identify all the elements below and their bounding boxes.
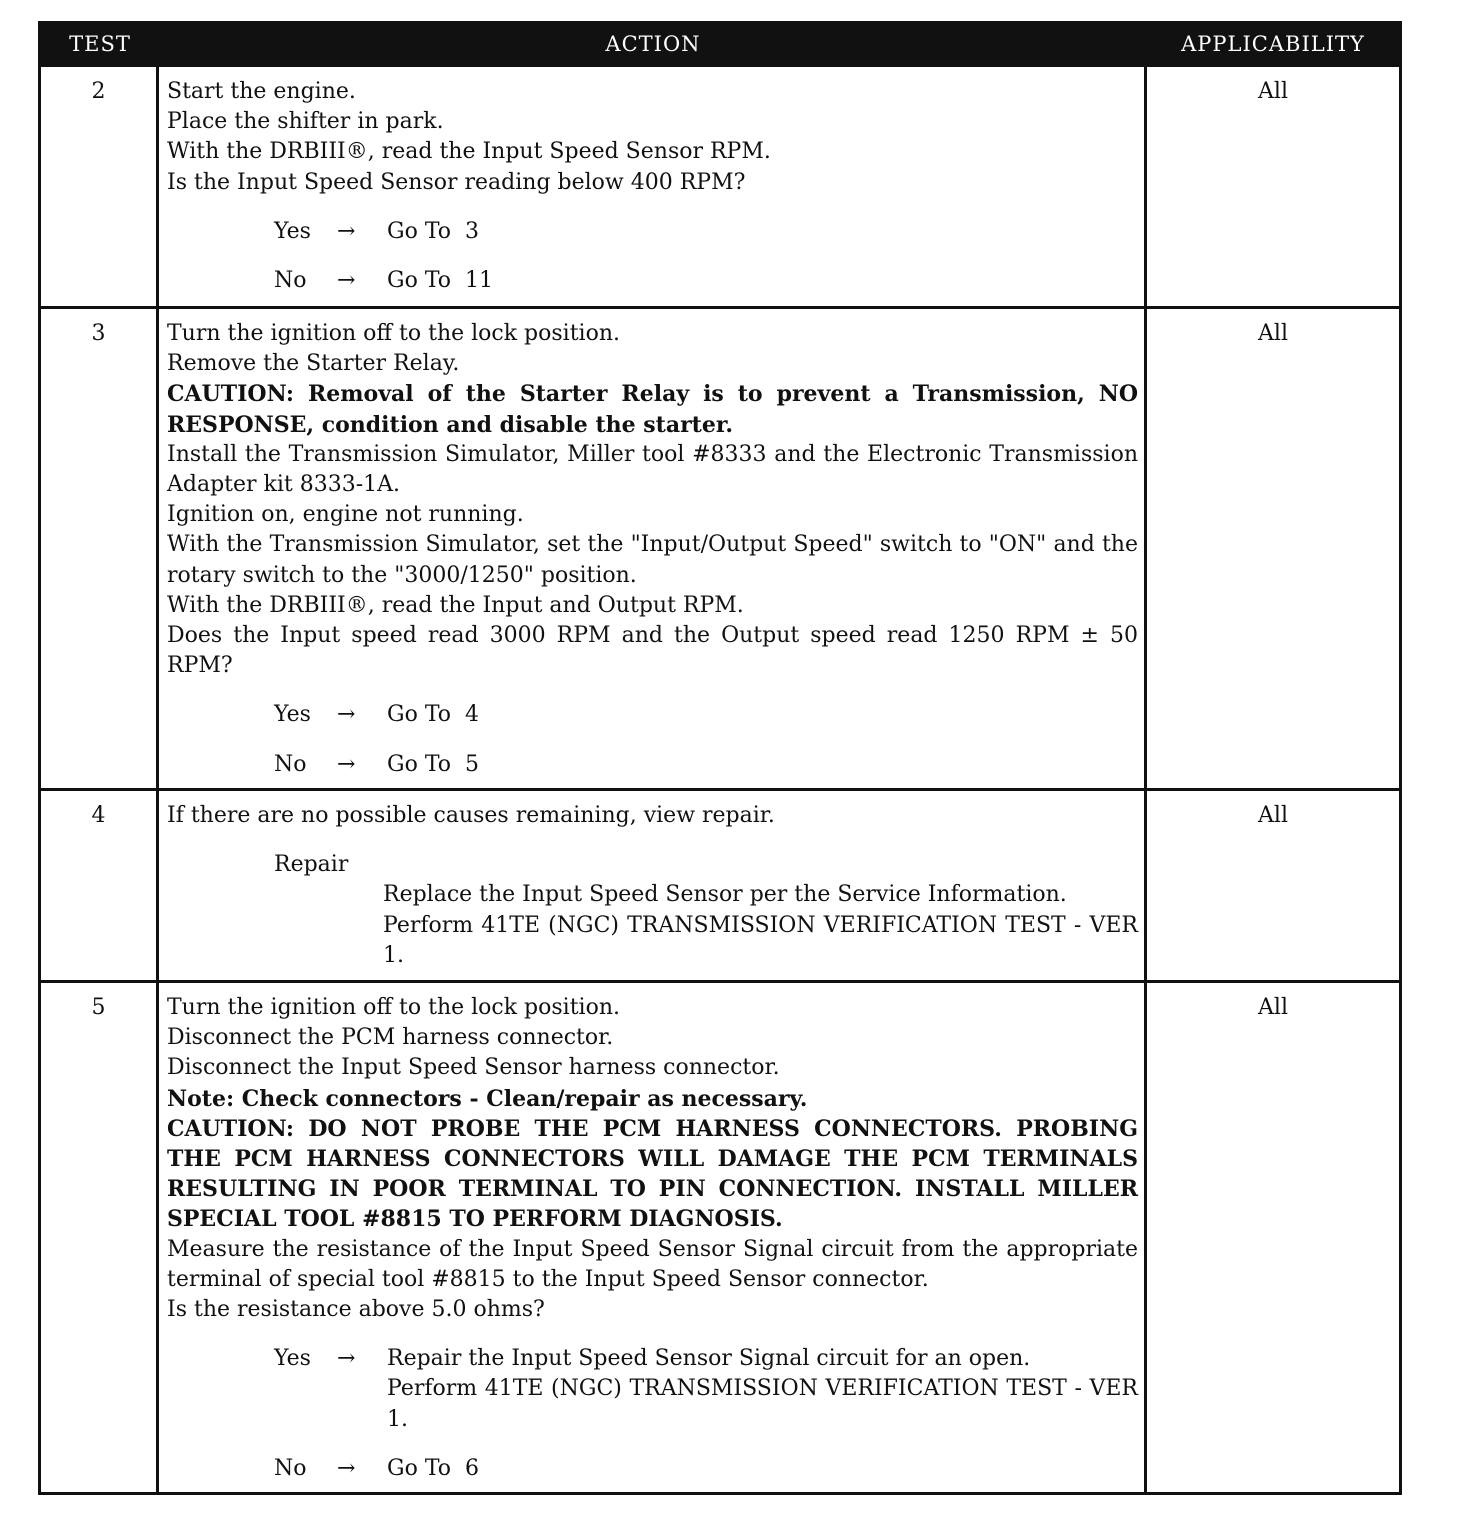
no-branch (274, 750, 1138, 780)
yes-branch (274, 700, 1138, 730)
test-number: 3 (41, 309, 159, 788)
test-number: 4 (41, 791, 159, 980)
applicability-cell: All (1258, 803, 1288, 828)
no-result: Go To 6 (387, 1455, 480, 1481)
action-line: Is the resistance above 5.0 ohms? (167, 1297, 545, 1323)
action-line: Install the Transmission Simulator, Miller tool #8333 and the Electronic Transmission Adapter kit 8333-1A. (167, 441, 1138, 498)
action-line: Start the engine. (167, 79, 356, 104)
header-test: TEST (69, 32, 131, 56)
action-line: Does the Input speed read 3000 RPM and the Output speed read 1250 RPM ± 50 RPM? (167, 623, 1138, 679)
yes-branch (274, 1344, 1138, 1435)
applicability-cell: All (1258, 321, 1288, 346)
repair-title: Repair (274, 852, 349, 878)
action-line: If there are no possible causes remaining, view repair. (167, 803, 775, 828)
action-cell (159, 791, 1147, 980)
action-line: Remove the Starter Relay. (167, 351, 460, 377)
arrow-icon: → (337, 751, 356, 777)
applicability-cell: All (1258, 995, 1288, 1020)
repair-line: Replace the Input Speed Sensor per the Service Information. (383, 882, 1067, 908)
table-header (41, 24, 1399, 64)
caution-text: CAUTION: Removal of the Starter Relay is to prevent a Transmission, NO RESPONSE, condition and disable the starter. (167, 381, 1138, 438)
no-result: Go To 11 (387, 268, 494, 294)
arrow-icon: → (337, 702, 356, 728)
yes-result: Go To 3 (387, 218, 480, 244)
action-cell (159, 67, 1147, 306)
action-line: Turn the ignition off to the lock position. (167, 321, 620, 346)
no-label: No (274, 751, 307, 777)
yes-label: Yes (274, 218, 311, 244)
table-row (41, 64, 1399, 306)
action-line: With the DRBIII®, read the Input Speed Sensor RPM. (167, 139, 771, 165)
yes-result-line: Perform 41TE (NGC) TRANSMISSION VERIFICATION TEST - VER 1. (387, 1376, 1138, 1432)
header-action: ACTION (605, 32, 701, 56)
no-branch (274, 266, 1138, 296)
action-line: With the DRBIII®, read the Input and Output RPM. (167, 592, 744, 618)
action-cell (159, 309, 1147, 788)
action-line: With the Transmission Simulator, set the "Input/Output Speed" switch to "ON" and the rotary switch to the "3000/1250" position. (167, 532, 1138, 588)
no-label: No (274, 268, 307, 294)
no-branch (274, 1454, 1138, 1484)
action-line: Turn the ignition off to the lock position. (167, 995, 620, 1020)
table-row (41, 306, 1399, 788)
action-line: Ignition on, engine not running. (167, 502, 524, 528)
action-line: Is the Input Speed Sensor reading below 400 RPM? (167, 169, 746, 195)
no-label: No (274, 1455, 307, 1481)
table-row (41, 980, 1399, 1492)
header-applicability: APPLICABILITY (1181, 32, 1365, 56)
yes-result (387, 1344, 1138, 1435)
test-number: 5 (41, 983, 159, 1492)
yes-branch (274, 217, 1138, 247)
arrow-icon: → (337, 268, 356, 294)
note-text: Note: Check connectors - Clean/repair as necessary. (167, 1085, 808, 1112)
action-line: Measure the resistance of the Input Speed Sensor Signal circuit from the appropriate terminal of special tool #8815 to the Input Speed Sensor connector. (167, 1236, 1138, 1292)
table-row (41, 788, 1399, 980)
yes-result-line: Repair the Input Speed Sensor Signal circuit for an open. (387, 1346, 1031, 1372)
action-line: Place the shifter in park. (167, 109, 444, 135)
arrow-icon: → (337, 1346, 356, 1372)
yes-label: Yes (274, 1346, 311, 1372)
repair-line: Perform 41TE (NGC) TRANSMISSION VERIFICATION TEST - VER 1. (383, 912, 1138, 968)
yes-label: Yes (274, 702, 311, 728)
applicability-cell: All (1258, 79, 1288, 104)
action-cell (159, 983, 1147, 1492)
caution-text: CAUTION: DO NOT PROBE THE PCM HARNESS CONNECTORS. PROBING THE PCM HARNESS CONNECTORS WILL DAMAGE THE PCM TERMINALS RESULTING IN POOR TERMINAL TO PIN CONNECTION. INSTALL MILLER SPECIAL TOOL #8815 TO PERFORM DIAGNOSIS. (167, 1115, 1138, 1233)
diagnostic-table (38, 21, 1402, 1495)
action-line: Disconnect the PCM harness connector. (167, 1025, 614, 1051)
test-number: 2 (41, 67, 159, 306)
arrow-icon: → (337, 1455, 356, 1481)
arrow-icon: → (337, 218, 356, 244)
yes-result: Go To 4 (387, 702, 480, 728)
no-result: Go To 5 (387, 751, 480, 777)
action-line: Disconnect the Input Speed Sensor harness connector. (167, 1055, 780, 1081)
